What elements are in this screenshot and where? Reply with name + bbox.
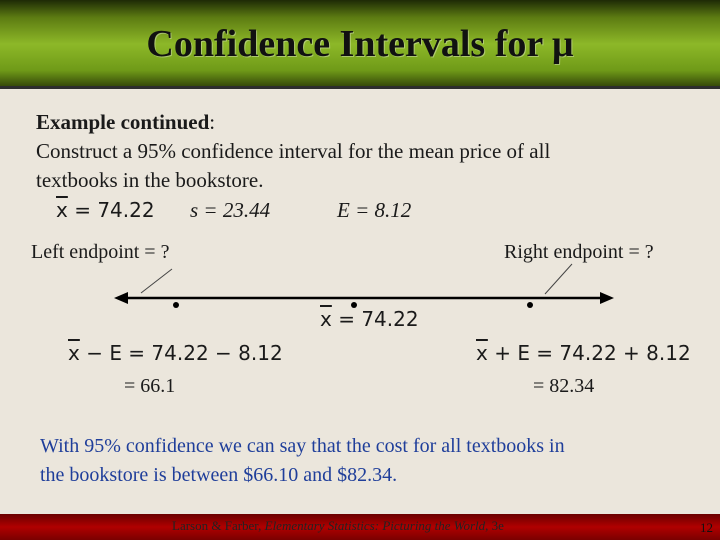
page-number: 12: [700, 520, 713, 535]
left-pointer-line: [141, 269, 172, 293]
right-xbar-symbol: $\overline{x}$: [476, 341, 488, 365]
number-line-left-arrow: [114, 292, 128, 304]
intro-line-2: textbooks in the bookstore.: [36, 168, 264, 192]
given-xbar-value: = 74.22: [67, 198, 155, 222]
left-xbar-symbol: $\overline{x}$: [68, 341, 80, 365]
intro-line-1: Construct a 95% confidence interval for the mean price of all: [36, 139, 551, 163]
intro-heading-colon: :: [209, 110, 216, 134]
left-formula: [68, 341, 283, 365]
footer-citation: [172, 518, 504, 534]
conclusion-line-2: the bookstore is between $66.10 and $82.34.: [40, 464, 398, 486]
center-label: [320, 307, 419, 331]
given-e: E = 8.12: [337, 198, 412, 222]
right-endpoint-dot: [527, 302, 533, 308]
footer-book-title: Elementary Statistics: Picturing the World: [264, 518, 486, 533]
right-result: = 82.34: [533, 375, 595, 397]
slide-title: Confidence Intervals for μ: [146, 23, 574, 65]
left-endpoint-label: Left endpoint = ?: [31, 241, 170, 263]
intro-heading: Example continued: [36, 110, 210, 134]
left-result: = 66.1: [124, 375, 176, 397]
left-formula-expr: − E = 74.22 − 8.12: [79, 341, 283, 365]
xbar-symbol: $\overline{x}$: [56, 198, 68, 222]
right-endpoint-label: Right endpoint = ?: [504, 241, 654, 263]
right-formula-expr: + E = 74.22 + 8.12: [487, 341, 691, 365]
right-pointer-line: [545, 264, 572, 294]
footer-authors: Larson & Farber,: [172, 518, 265, 533]
left-endpoint-dot: [173, 302, 179, 308]
right-formula: [476, 341, 691, 365]
footer-edition: , 3e: [485, 518, 504, 533]
conclusion-line-1: With 95% confidence we can say that the cost for all textbooks in: [40, 435, 565, 457]
center-xbar-symbol: $\overline{x}$: [320, 307, 332, 331]
given-s: s = 23.44: [190, 198, 271, 222]
center-value: = 74.22: [331, 307, 419, 331]
number-line-right-arrow: [600, 292, 614, 304]
